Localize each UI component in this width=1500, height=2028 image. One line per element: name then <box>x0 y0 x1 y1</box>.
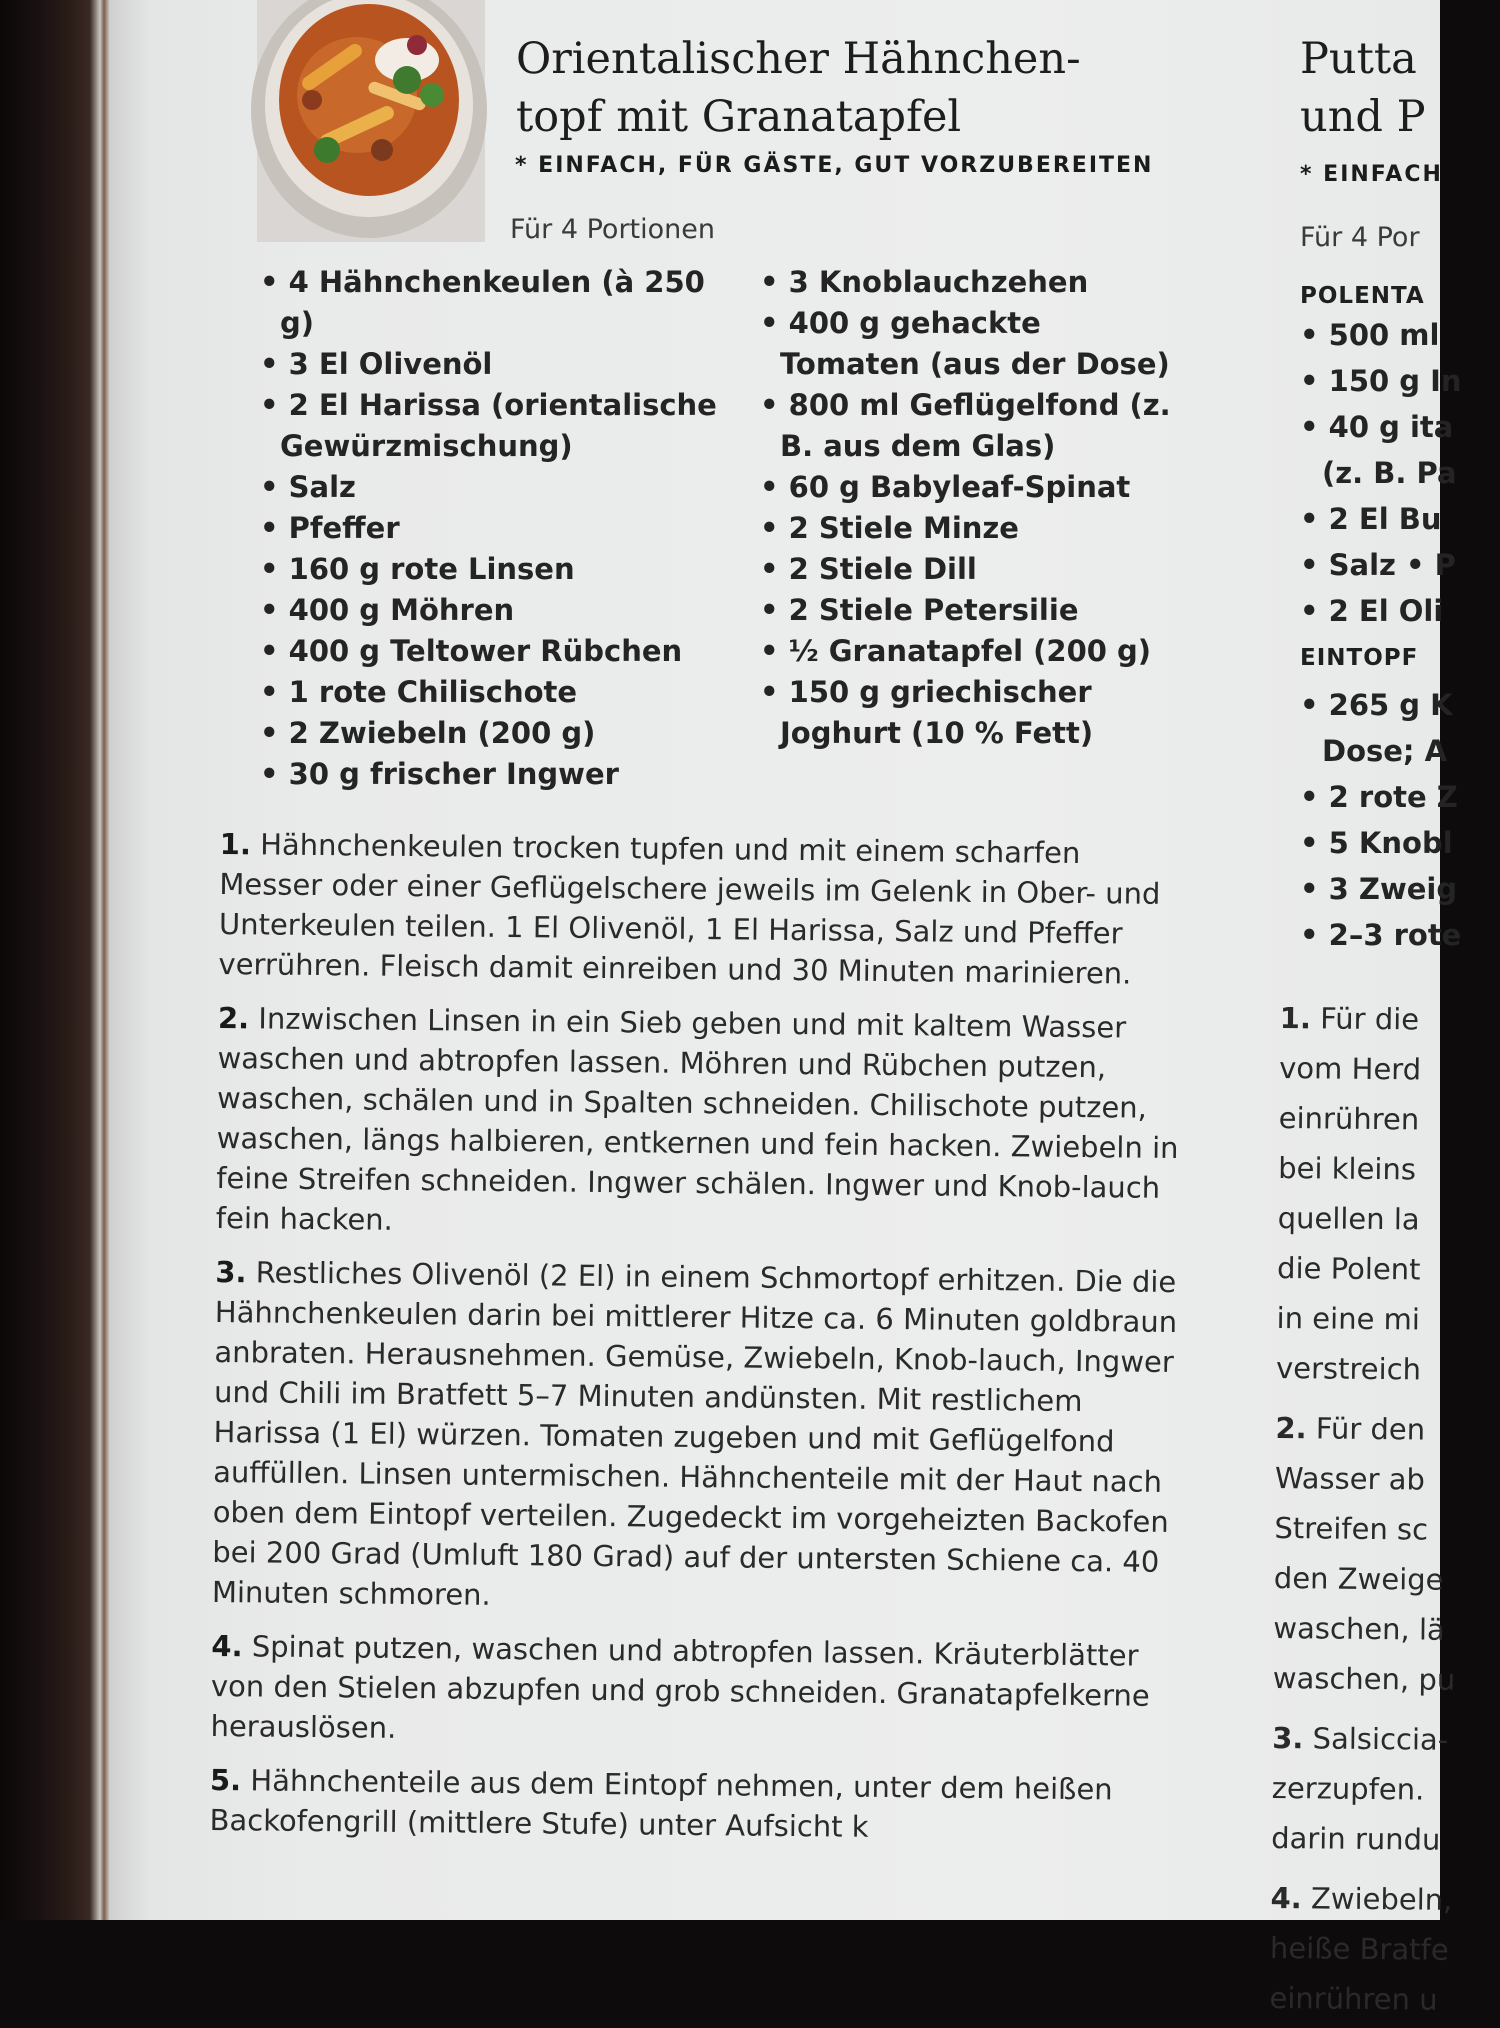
step-number: 4. <box>1270 1880 1302 1916</box>
step-text: Streifen sc <box>1274 1510 1429 1547</box>
step-line <box>1271 1766 1454 1812</box>
book-spine <box>0 0 120 1920</box>
step-line <box>1270 1876 1453 1922</box>
step-text: die Polent <box>1276 1250 1421 1287</box>
ingredient-item: • 2 Stiele Minze <box>760 508 1190 549</box>
step-text: zerzupfen. <box>1271 1770 1425 1807</box>
ingredients-list-left <box>260 262 730 795</box>
ingredient-item: • Pfeffer <box>260 508 730 549</box>
polenta-list <box>1300 312 1462 634</box>
step-3 <box>212 1252 1186 1622</box>
step-number: 3. <box>215 1254 247 1290</box>
ingredient-item: (z. B. Pa <box>1322 456 1457 490</box>
step-line <box>1274 1506 1457 1552</box>
step-text: Wasser ab <box>1274 1460 1426 1497</box>
step-text: heiße Bratfe <box>1269 1930 1449 1967</box>
step-text: waschen, pu <box>1272 1660 1456 1697</box>
step-text: verstreich <box>1275 1350 1422 1387</box>
step-text: Spinat putzen, waschen und abtropfen lassen. Kräuterblätter von den Stielen abzupfen und grob schneiden. Granatapfelkerne herauslösen. <box>210 1629 1150 1745</box>
ingredient-item: • Salz <box>260 467 730 508</box>
ingredient-item: • 40 g ita <box>1300 404 1462 450</box>
step-number: 2. <box>217 1000 250 1036</box>
step-number: 1. <box>1279 1000 1312 1036</box>
step-text: einrühren u <box>1269 1980 1438 2017</box>
step-text: darin rundu <box>1271 1820 1441 1857</box>
step-text: den Zweige <box>1273 1560 1444 1597</box>
step-number: 1. <box>219 826 252 862</box>
next-recipe-title: Putta und P <box>1300 34 1426 142</box>
step-text: Zwiebeln, <box>1310 1881 1453 1917</box>
ingredient-item: • 160 g rote Linsen <box>260 549 730 590</box>
step-line <box>1269 1976 1452 2022</box>
ingredient-item: • 2 El Oli <box>1300 588 1462 634</box>
magazine-page <box>110 0 1462 2017</box>
ingredient-item: • 1 rote Chilischote <box>260 672 730 713</box>
recipe-title <box>516 30 1166 146</box>
polenta-heading: POLENTA <box>1300 283 1425 309</box>
ingredient-item: • 5 Knobl <box>1300 820 1461 866</box>
step-line <box>1275 1456 1458 1502</box>
step-5 <box>209 1760 1180 1850</box>
ingredient-item: • 30 g frischer Ingwer <box>260 754 730 795</box>
ingredient-item: • 4 Hähnchenkeulen (à 250 g) <box>260 262 730 344</box>
ingredient-item: • 3 Zweig <box>1300 866 1461 912</box>
step-line <box>1276 1346 1459 1392</box>
ingredients-list-right <box>760 262 1190 754</box>
ingredient-item: • 2 El Bu <box>1300 496 1462 542</box>
step-line <box>1274 1556 1457 1602</box>
ingredient-item: • 400 g Möhren <box>260 590 730 631</box>
ingredient-item: • 265 g K <box>1300 682 1461 728</box>
step-line <box>1270 1926 1453 1972</box>
preparation-steps <box>209 824 1190 1864</box>
step-2 <box>216 998 1188 1248</box>
step-line <box>1273 1656 1456 1702</box>
step-line <box>1271 1816 1454 1862</box>
next-recipe-column <box>1269 0 1500 2017</box>
step-line <box>1272 1716 1455 1762</box>
step-text: Restliches Olivenöl (2 El) in einem Schmortopf erhitzen. Die die Hähnchenkeulen darin bei mittlerer Hitze ca. 6 Minuten goldbraun anbraten. Herausnehmen. Gemüse, Zwiebeln, Knob-lauch, Ingwer und Chili im Bratfett 5–7 Minuten andünsten. Mit restlichem Harissa (1 El) würzen. Tomaten zugeben und mit Geflügelfond auffüllen. Linsen untermischen. Hähnchenteile mit der Haut nach oben dem Eintopf verteilen. Zugedeckt im vorgeheizten Backofen bei 200 Grad (Umluft 180 Grad) auf der untersten Schiene ca. 40 Minuten schmoren. <box>211 1255 1178 1612</box>
ingredient-item: • 150 g griechischer Joghurt (10 % Fett) <box>760 672 1190 754</box>
step-1 <box>218 824 1190 994</box>
step-line <box>1278 1146 1461 1192</box>
dish-photo <box>257 0 485 242</box>
step-line <box>1277 1196 1460 1242</box>
step-text: Hähnchenkeulen trocken tupfen und mit einem scharfen Messer oder einer Geflügelschere jeweils im Gelenk in Ober- und Unterkeulen teilen. 1 El Olivenöl, 1 El Harissa, Salz und Pfeffer verrühren. Fleisch damit einreiben und 30 Minuten marinieren. <box>218 827 1161 991</box>
next-recipe-steps <box>1269 996 1462 2028</box>
ingredient-item: • Salz • P <box>1300 542 1462 588</box>
ingredient-item: • 150 g In <box>1300 358 1462 404</box>
step-line <box>1279 1046 1462 1092</box>
ingredient-item: • 400 g gehackte Tomaten (aus der Dose) <box>760 303 1190 385</box>
step-text: Hähnchenteile aus dem Eintopf nehmen, unter dem heißen Backofengrill (mittlere Stufe) unter Aufsicht k <box>209 1763 1113 1844</box>
recipe-title-line1: Orientalischer Hähnchen- <box>516 34 1081 84</box>
step-text: Inzwischen Linsen in ein Sieb geben und mit kaltem Wasser waschen und abtropfen lassen. Möhren und Rübchen putzen, waschen, schälen und in Spalten schneiden. Chilischote putzen, waschen, längs halbieren, entkernen und fein hacken. Zwiebeln in feine Streifen schneiden. Ingwer schälen. Ingwer und Knob-lauch fein hacken. <box>215 1001 1179 1237</box>
step-line <box>1275 1406 1458 1452</box>
ingredient-item: • 3 Knoblauchzehen <box>760 262 1190 303</box>
step-number: 3. <box>1272 1720 1304 1756</box>
step-text: Für die <box>1320 1001 1420 1037</box>
ingredient-item: • 60 g Babyleaf-Spinat <box>760 467 1190 508</box>
step-text: waschen, lä <box>1273 1610 1445 1647</box>
step-4 <box>210 1626 1181 1756</box>
ingredient-item: • 2 El Harissa (orientalische Gewürzmischung) <box>260 385 730 467</box>
ingredient-item: Dose; A <box>1322 734 1448 768</box>
step-text: quellen la <box>1277 1200 1420 1237</box>
step-number: 4. <box>211 1628 243 1664</box>
step-line <box>1277 1246 1460 1292</box>
step-text: bei kleins <box>1278 1150 1417 1187</box>
next-recipe-servings: Für 4 Por <box>1300 222 1420 253</box>
recipe-tagline: * EINFACH, FÜR GÄSTE, GUT VORZUBEREITEN <box>515 153 1154 178</box>
ingredient-item: • 800 ml Geflügelfond (z. B. aus dem Glas) <box>760 385 1190 467</box>
step-text: Für den <box>1315 1411 1426 1447</box>
ingredient-item: • 500 ml <box>1300 312 1462 358</box>
step-line <box>1278 1096 1461 1142</box>
step-text: Salsiccia- <box>1312 1721 1449 1757</box>
eintopf-list <box>1300 682 1461 958</box>
ingredient-item: • 2–3 rote <box>1300 912 1461 958</box>
step-text: vom Herd <box>1279 1050 1422 1087</box>
step-number: 5. <box>209 1762 242 1798</box>
eintopf-heading: EINTOPF <box>1300 645 1419 671</box>
ingredient-item: • 3 El Olivenöl <box>260 344 730 385</box>
ingredient-item: • 400 g Teltower Rübchen <box>260 631 730 672</box>
step-line <box>1273 1606 1456 1652</box>
ingredient-item: • 2 Stiele Dill <box>760 549 1190 590</box>
recipe-title-line2: topf mit Granatapfel <box>516 92 962 142</box>
step-text: einrühren <box>1278 1100 1420 1137</box>
ingredient-item: • 2 rote Z <box>1300 774 1461 820</box>
step-number: 2. <box>1275 1410 1307 1446</box>
ingredient-item: • 2 Stiele Petersilie <box>760 590 1190 631</box>
ingredient-item: • 2 Zwiebeln (200 g) <box>260 713 730 754</box>
step-line <box>1280 996 1463 1042</box>
next-recipe-tagline: * EINFACH <box>1300 162 1443 187</box>
ingredient-item: • ½ Granatapfel (200 g) <box>760 631 1190 672</box>
step-text: in eine mi <box>1276 1300 1421 1337</box>
step-line <box>1276 1296 1459 1342</box>
servings-label: Für 4 Portionen <box>510 214 715 245</box>
